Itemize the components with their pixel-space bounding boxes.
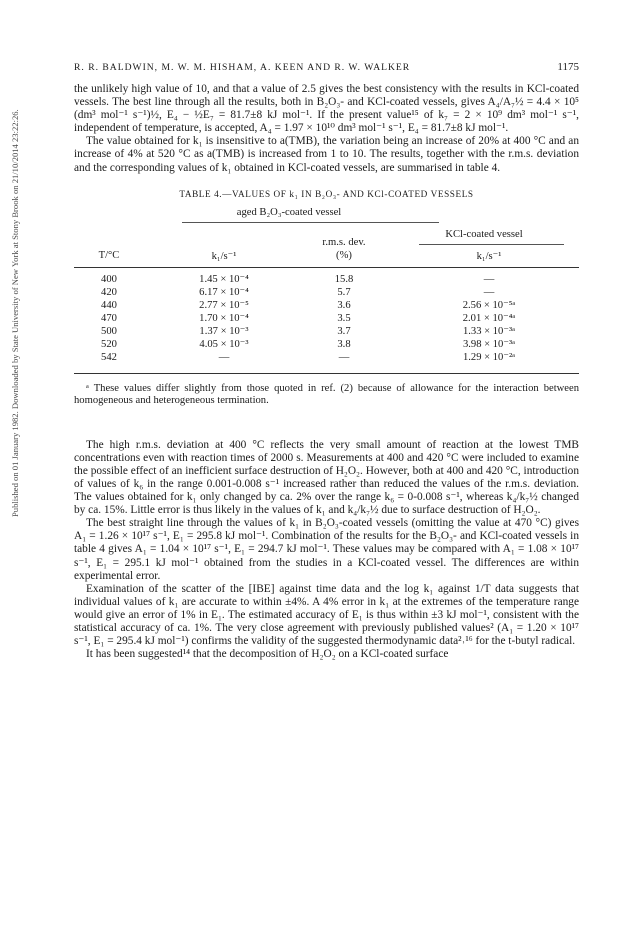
cell-rms: 3.5 [337,312,351,324]
table-title: TABLE 4.—VALUES OF k₁ IN B₂O₃- AND KCl-COATED VESSELS [179,188,474,199]
cell-temperature: 470 [101,312,117,324]
header-rms-line1: r.m.s. dev. [322,236,366,248]
table-bottom-rule [74,373,579,374]
cell-kcl-k1: 1.29 × 10⁻²ᵃ [462,351,516,363]
data-table [74,207,579,427]
column-kcl-k1 [444,273,534,364]
cell-kcl-k1: 1.33 × 10⁻³ᵃ [462,325,516,337]
header-rule [74,267,579,268]
group-header-aged: aged B₂O₃-coated vessel [236,206,342,218]
cell-k1: 1.45 × 10⁻⁴ [199,273,249,285]
cell-k1: — [218,351,230,363]
cell-rms: 5.7 [337,286,351,298]
paragraph-3: The high r.m.s. deviation at 400 °C reflects the very small amount of reaction at the lowest TMB concentrations even with reaction times of 2000 s. Measurements at 400 and 420 °C were included to examine the possible effect of an inefficient surface destruction of H₂O₂. However, both at 400 and 420 °C, introduction of values of k₆ in the range 0.001-0.008 s⁻¹ increased rather than reduced the values of the r.m.s. deviation. The values obtained for k₁ only changed by ca. 2% over the range k₆ = 0-0.008 s⁻¹, whereas k₄/k₇½ changed by ca. 15%. Little error is thus likely in the values of k₁ and k₄/k₇½ due to surface destruction of H₂O₂. [74,438,579,517]
cell-kcl-k1: — [483,273,495,285]
cell-k1: 4.05 × 10⁻³ [199,338,249,350]
cell-kcl-k1: 2.01 × 10⁻⁴ᵃ [462,312,516,324]
header-k1: k₁/s⁻¹ [211,250,237,262]
cell-temperature: 440 [101,299,117,311]
column-rms [299,273,389,364]
paragraph-1: the unlikely high value of 10, and that a value of 2.5 gives the best consistency with the results in KCl-coated vessels. The best line through all the results, both in B₂O₃- and KCl-coated vessels, gives A₄/A₇½ = 4.4 × 10⁵ (dm³ mol⁻¹ s⁻¹)½, E₄ − ½E₇ = 81.7±8 kJ mol⁻¹. If the present value¹⁵ of k₇ = 2 × 10⁹ dm³ mol⁻¹ s⁻¹, independent of temperature, is accepted, A₄ = 1.97 × 10¹⁰ dm³ mol⁻¹ s⁻¹, E₄ = 81.7±8 kJ mol⁻¹. [74,83,579,135]
header-authors: R. R. BALDWIN, M. W. M. HISHAM, A. KEEN AND R. W. WALKER [74,62,411,73]
paragraph-5: Examination of the scatter of the [IBE] against time data and the log k₁ against 1/T data suggests that individual values of k₁ are accurate to within ±4%. A 4% error in k₁ at the extremes of the temperature range would give an error of 1% in E₁. The estimated accuracy of E₁ is thus within ±3 kJ mol⁻¹, consistent with the statistical accuracy of ca. 1%. The very close agreement with previously published values² (A₁ = 1.20 × 10¹⁷ s⁻¹, E₁ = 295.4 kJ mol⁻¹) confirms the validity of the suggested thermodynamic data²˒¹⁶ for the t-butyl radical. [74,582,579,648]
page-number: 1175 [557,61,579,73]
paragraph-6: It has been suggested¹⁴ that the decomposition of H₂O₂ on a KCl-coated surface [86,648,449,661]
cell-temperature: 542 [101,351,117,363]
page-content [74,62,579,661]
cell-k1: 1.37 × 10⁻³ [199,325,249,337]
cell-rms: 3.8 [337,338,351,350]
cell-k1: 1.70 × 10⁻⁴ [199,312,249,324]
cell-kcl-k1: 3.98 × 10⁻³ᵃ [462,338,516,350]
paragraph-2: The value obtained for k₁ is insensitive to a(TMB), the variation being an increase of 20% at 400 °C and an increase of 4% at 520 °C as a(TMB) is increased from 1 to 10. The results, together with the r.m.s. deviation and the corresponding values of k₁ obtained in KCl-coated vessels, are summarised in table 4. [74,135,579,174]
header-temperature: T/°C [98,249,120,261]
cell-k1: 2.77 × 10⁻⁵ [199,299,249,311]
header-rms-line2: (%) [336,249,352,261]
cell-k1: 6.17 × 10⁻⁴ [199,286,249,298]
cell-rms: 3.6 [337,299,351,311]
cell-rms: — [338,351,350,363]
cell-temperature: 500 [101,325,117,337]
cell-rms: 15.8 [334,273,354,285]
download-notice: Published on 01 January 1982. Downloaded by State University of New York at Stony Brook on 21/10/2014 23:22:26. [10,109,20,517]
column-k1 [179,273,269,364]
cell-rms: 3.7 [337,325,351,337]
table-footnote: ᵃ These values differ slightly from those quoted in ref. (2) because of allowance for the interaction between homogeneous and heterogeneous termination. [74,382,579,407]
running-header [74,62,579,73]
paragraph-4: The best straight line through the values of k₁ in B₂O₃-coated vessels (omitting the value at 470 °C) gives A₁ = 1.26 × 10¹⁷ s⁻¹, E₁ = 295.8 kJ mol⁻¹. Combination of the results for the B₂O₃- and KCl-coated vessels in table 4 gives A₁ = 1.04 × 10¹⁷ s⁻¹, E₁ = 294.7 kJ mol⁻¹. These values may be compared with A₁ = 1.08 × 10¹⁷ s⁻¹, E₁ = 295.1 kJ mol⁻¹ obtained from the studies in a KCl-coated vessel. The differences are within experimental error. [74,517,579,582]
group-header-kcl: KCl-coated vessel [445,228,523,240]
cell-kcl-k1: — [483,286,495,298]
cell-temperature: 420 [101,286,117,298]
cell-temperature: 400 [101,273,117,285]
column-temperature [64,273,154,364]
group-rule-aged [182,222,439,223]
group-rule-kcl [419,244,564,245]
cell-temperature: 520 [101,338,117,350]
cell-kcl-k1: 2.56 × 10⁻⁵ᵃ [462,299,516,311]
header-kcl-k1: k₁/s⁻¹ [476,250,502,262]
